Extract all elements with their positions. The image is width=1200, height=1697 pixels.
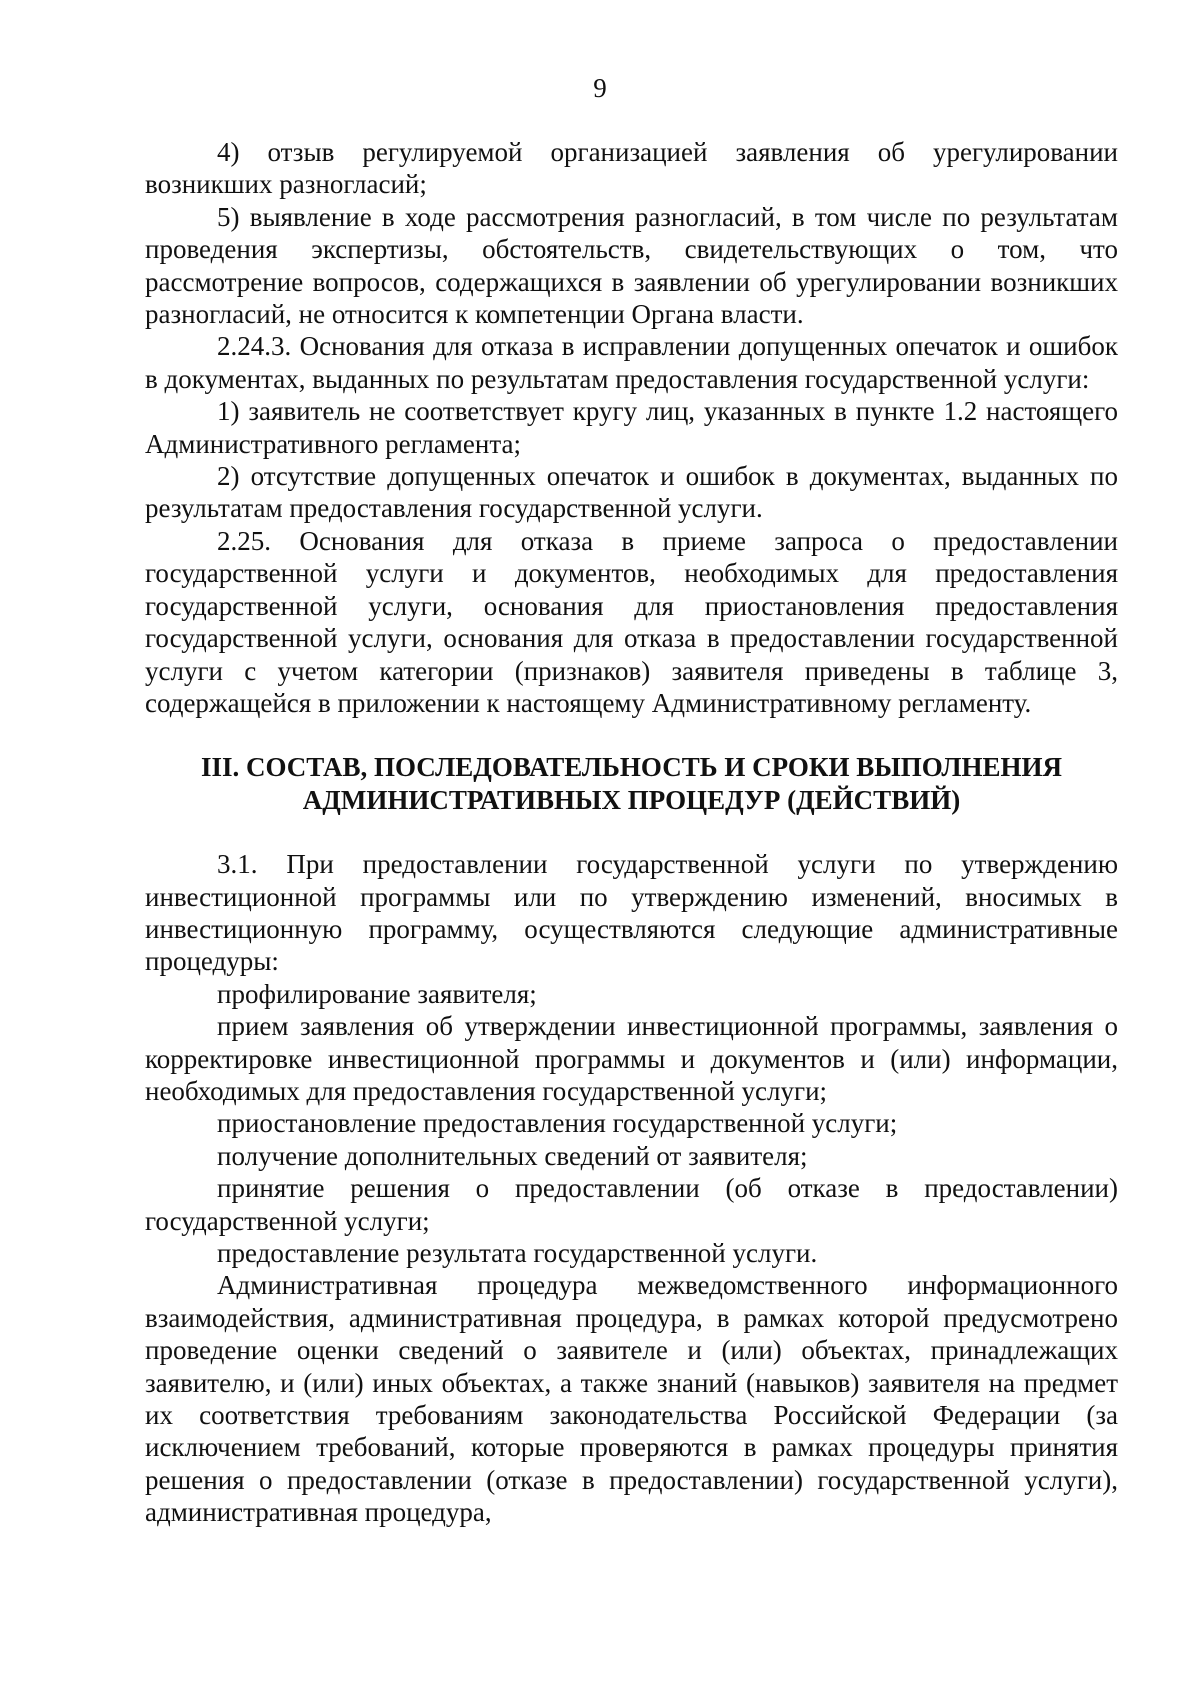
paragraph-interagency: Административная процедура межведомственного информационного взаимодействия, административная процедура, в рамках которой предусмотрено проведение оценки сведений о заявителе и (или) объектах, принадлежащих заявителю, и (или) иных объектах, а также знаний (навыков) заявителя на предмет их соответствия требованиям законодательства Российской Федерации (за исключением требований, которые проверяются в рамках процедуры принятия решения о предоставлении (отказе в предоставлении) государственной услуги), административная процедура, [145, 1270, 1118, 1528]
paragraph-2-no-errors: 2) отсутствие допущенных опечаток и ошибок в документах, выданных по результатам предоставления государственной услуги. [145, 461, 1118, 524]
paragraph-5-competence: 5) выявление в ходе рассмотрения разногласий, в том числе по результатам проведения экспертизы, обстоятельств, свидетельствующих о том, что рассмотрение вопросов, содержащихся в заявлении об урегулировании возникших разногласий, не относится к компетенции Органа власти. [145, 201, 1118, 330]
section-heading [145, 751, 1118, 816]
section-heading-line-1: III. СОСТАВ, ПОСЛЕДОВАТЕЛЬНОСТЬ И СРОКИ ВЫПОЛНЕНИЯ [200, 752, 1063, 783]
procedure-suspension: приостановление предоставления государственной услуги; [217, 1108, 898, 1139]
document-body [145, 136, 1118, 1529]
procedure-decision: принятие решения о предоставлении (об отказе в предоставлении) государственной услуги; [145, 1173, 1118, 1236]
procedure-additional-info: получение дополнительных сведений от заявителя; [217, 1140, 808, 1171]
page-number: 9 [593, 73, 607, 103]
paragraph-1-applicant-mismatch: 1) заявитель не соответствует кругу лиц, указанных в пункте 1.2 настоящего Административного регламента; [145, 396, 1118, 459]
procedure-profiling: профилирование заявителя; [217, 978, 537, 1009]
paragraph-4-withdrawal: 4) отзыв регулируемой организацией заявления об урегулировании возникших разногласий; [145, 137, 1118, 200]
paragraph-3-1: 3.1. При предоставлении государственной услуги по утверждению инвестиционной программы или по утверждению изменений, вносимых в инвестиционную программу, осуществляются следующие административные процедуры: [145, 849, 1118, 977]
section-heading-line-2: АДМИНИСТРАТИВНЫХ ПРОЦЕДУР (ДЕЙСТВИЙ) [302, 784, 961, 815]
procedure-result: предоставление результата государственной услуги. [217, 1238, 818, 1268]
procedure-application-intake: прием заявления об утверждении инвестиционной программы, заявления о корректировке инвестиционной программы и документов и (или) информации, необходимых для предоставления государственной услуги; [145, 1011, 1118, 1106]
paragraph-2-24-3: 2.24.3. Основания для отказа в исправлении допущенных опечаток и ошибок в документах, выданных по результатам предоставления государственной услуги: [145, 331, 1118, 394]
paragraph-2-25: 2.25. Основания для отказа в приеме запроса о предоставлении государственной услуги и документов, необходимых для предоставления государственной услуги, основания для приостановления предоставления государственной услуги, основания для отказа в предоставлении государственной услуги с учетом категории (признаков) заявителя приведены в таблице 3, содержащейся в приложении к настоящему Административному регламенту. [145, 525, 1118, 718]
